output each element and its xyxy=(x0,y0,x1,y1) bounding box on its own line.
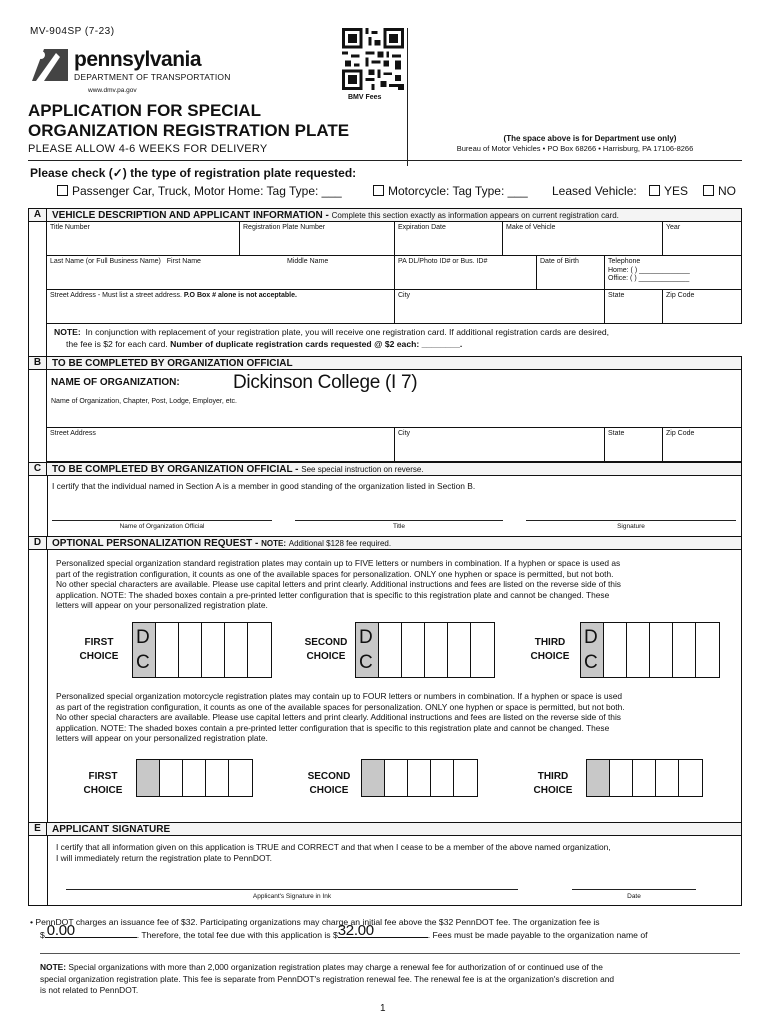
applicant-signature-line[interactable] xyxy=(66,889,518,890)
yes-checkbox[interactable] xyxy=(649,185,660,196)
third-choice-standard-boxes[interactable] xyxy=(580,622,720,678)
dob-field[interactable]: Date of Birth xyxy=(537,256,605,289)
third-choice-motorcycle-boxes[interactable] xyxy=(586,759,703,797)
first-choice-motorcycle-boxes[interactable] xyxy=(136,759,253,797)
org-fee-value[interactable]: 0.00 xyxy=(46,922,75,939)
third-choice-motorcycle-label: THIRD CHOICE xyxy=(533,771,573,796)
section-d-header: D OPTIONAL PERSONALIZATION REQUEST - NOTE: Additional $128 fee required. xyxy=(28,536,742,550)
date-line[interactable] xyxy=(572,889,696,890)
name-field[interactable]: Last Name (or Full Business Name) First Name Middle Name xyxy=(47,256,395,289)
expiration-field[interactable]: Expiration Date xyxy=(395,222,503,255)
org-city-field[interactable]: City xyxy=(395,428,605,461)
motorcycle-plate-rules: Personalized special organization motorcycle registration plates may contain up to FOUR letters or numbers in combination. If a hyphen or space is used as part of the registration configuration, it counts as one of the available spaces for personalization. ONLY one hyphen or space is permitted, but not both. No other special characters are available. Please use capital letters and print clearly. Additional instructions and fees are listed on the reverse side of this application. NOTE: The shaded boxes contain a pre-printed letter configuration that is specific to this registration plate and cannot be changed. These letters will appear on your personalized registration plate. xyxy=(56,691,625,744)
street-field[interactable]: Street Address - Must list a street address. P.O Box # alone is not acceptable. xyxy=(47,290,395,323)
leased-yes-option[interactable]: YES xyxy=(649,184,688,198)
fee-line2: $ 0.00 . Therefore, the total fee due with this application is $ 32.00 . Fees must be made payable to the organization name of xyxy=(40,922,648,940)
divider xyxy=(28,160,742,161)
org-name-payable-line[interactable] xyxy=(40,953,740,954)
plate-type-prompt: Please check (✓) the type of registration plate requested: xyxy=(30,166,357,180)
city-field[interactable]: City xyxy=(395,290,605,323)
applicant-certification: I certify that all information given on this application is TRUE and CORRECT and that when I cease to be a member of the above named organization, I will immediately return the registration plate to PennDOT. xyxy=(56,842,611,863)
form-number: MV-904SP (7-23) xyxy=(30,26,115,37)
second-choice-motorcycle-label: SECOND CHOICE xyxy=(307,771,351,796)
fee-statement: • PennDOT charges an issuance fee of $32. Participating organizations may charge an initial fee above the $32 PennDOT fee. The organization fee is xyxy=(30,917,600,927)
motorcycle-checkbox[interactable] xyxy=(373,185,384,196)
section-b-header: B TO BE COMPLETED BY ORGANIZATION OFFICIAL xyxy=(28,356,742,370)
section-c-header: C TO BE COMPLETED BY ORGANIZATION OFFICIAL - See special instruction on reverse. xyxy=(28,462,742,476)
first-choice-standard-boxes[interactable] xyxy=(132,622,272,678)
leased-label: Leased Vehicle: xyxy=(552,184,637,198)
state-field[interactable]: State xyxy=(605,290,663,323)
standard-plate-rules: Personalized special organization standard registration plates may contain up to FIVE letters or numbers in combination. If a hyphen or space is used as part of the registration configuration, it counts as one of the available spaces for personalization. ONLY one hyphen or space is permitted, but not both. No other special characters are available. Please use capital letters and print clearly. Additional instructions and fees are listed on the reverse side of this application. NOTE: The shaded boxes contain a pre-printed letter configuration that is specific to this registration plate and cannot be changed. These letters will appear on your personalized registration plate. xyxy=(56,558,621,611)
no-checkbox[interactable] xyxy=(703,185,714,196)
delivery-notice: PLEASE ALLOW 4-6 WEEKS FOR DELIVERY xyxy=(28,143,268,155)
section-e-header: E APPLICANT SIGNATURE xyxy=(28,822,742,836)
department-name: DEPARTMENT OF TRANSPORTATION xyxy=(74,72,231,82)
first-choice-motorcycle-label: FIRST CHOICE xyxy=(83,771,123,796)
second-choice-motorcycle-boxes[interactable] xyxy=(361,759,478,797)
second-choice-standard-boxes[interactable] xyxy=(355,622,495,678)
section-a-header: A VEHICLE DESCRIPTION AND APPLICANT INFORMATION - Complete this section exactly as information appears on current registration card. xyxy=(28,208,742,222)
bureau-address: Bureau of Motor Vehicles • PO Box 68266 • Harrisburg, PA 17106-8266 xyxy=(456,144,694,153)
qr-code-icon xyxy=(342,28,404,90)
title-line[interactable] xyxy=(295,520,503,521)
year-field[interactable]: Year xyxy=(666,224,681,231)
first-choice-label: FIRST CHOICE xyxy=(79,637,119,662)
passenger-option[interactable]: Passenger Car, Truck, Motor Home: Tag Type: ___ xyxy=(57,184,342,198)
third-choice-label: THIRD CHOICE xyxy=(530,637,570,662)
signature-line[interactable] xyxy=(526,520,736,521)
certify-membership: I certify that the individual named in Section A is a member in good standing of the organization listed in Section B. xyxy=(52,481,476,491)
divider xyxy=(407,28,408,166)
official-name-line[interactable] xyxy=(52,520,272,521)
zip-field[interactable]: Zip Code xyxy=(666,292,695,299)
dl-field[interactable]: PA DL/Photo ID# or Bus. ID# xyxy=(395,256,537,289)
motorcycle-option[interactable]: Motorcycle: Tag Type: ___ xyxy=(373,184,528,198)
org-zip-field[interactable]: Zip Code xyxy=(666,430,695,437)
total-fee-value[interactable]: 32.00 xyxy=(337,922,374,939)
website: www.dmv.pa.gov xyxy=(88,87,137,94)
bmv-fees-label: BMV Fees xyxy=(348,94,382,101)
org-street-field[interactable]: Street Address xyxy=(47,428,395,461)
applicant-row xyxy=(46,256,742,290)
passenger-checkbox[interactable] xyxy=(57,185,68,196)
make-field[interactable]: Make of Vehicle xyxy=(503,222,663,255)
leased-no-option[interactable]: NO xyxy=(703,184,736,198)
org-name-value: Dickinson College (I 7) xyxy=(233,372,418,393)
brand-name: pennsylvania xyxy=(74,48,202,71)
form-title-line1: APPLICATION FOR SPECIAL xyxy=(28,101,261,120)
org-state-field[interactable]: State xyxy=(605,428,663,461)
address-row xyxy=(46,290,742,324)
section-a-note: NOTE: In conjunction with replacement of your registration plate, you will receive one registration card. If additional registration cards are desired, the fee is $2 for each card. Number of duplicate registration cards requested @ $2 each: ________. xyxy=(54,327,610,349)
plate-number-field[interactable]: Registration Plate Number xyxy=(240,222,395,255)
second-choice-label: SECOND CHOICE xyxy=(304,637,348,662)
department-use-label: (The space above is for Department use only) xyxy=(503,134,677,143)
title-number-field[interactable]: Title Number xyxy=(47,222,240,255)
org-address-row xyxy=(46,428,742,462)
vehicle-row xyxy=(46,222,742,256)
org-name-field[interactable]: NAME OF ORGANIZATION: Dickinson College (I 7) Name of Organization, Chapter, Post, Lodge, Employer, etc. xyxy=(46,370,742,428)
page-number: 1 xyxy=(380,1003,386,1014)
renewal-fee-note: NOTE: Special organizations with more than 2,000 organization registration plates may charge a renewal fee for authorization of or continued use of the special organization registration plate. This fee is separate from PennDOT's registration renewal fee. The renewal fee is at the organization's discretion and is not related to PennDOT. xyxy=(40,962,615,995)
form-title-line2: ORGANIZATION REGISTRATION PLATE xyxy=(28,121,350,140)
telephone-field[interactable]: Telephone Home: ( ) _____________ Office: ( ) _____________ xyxy=(608,258,690,282)
keystone-logo-icon xyxy=(30,47,70,83)
